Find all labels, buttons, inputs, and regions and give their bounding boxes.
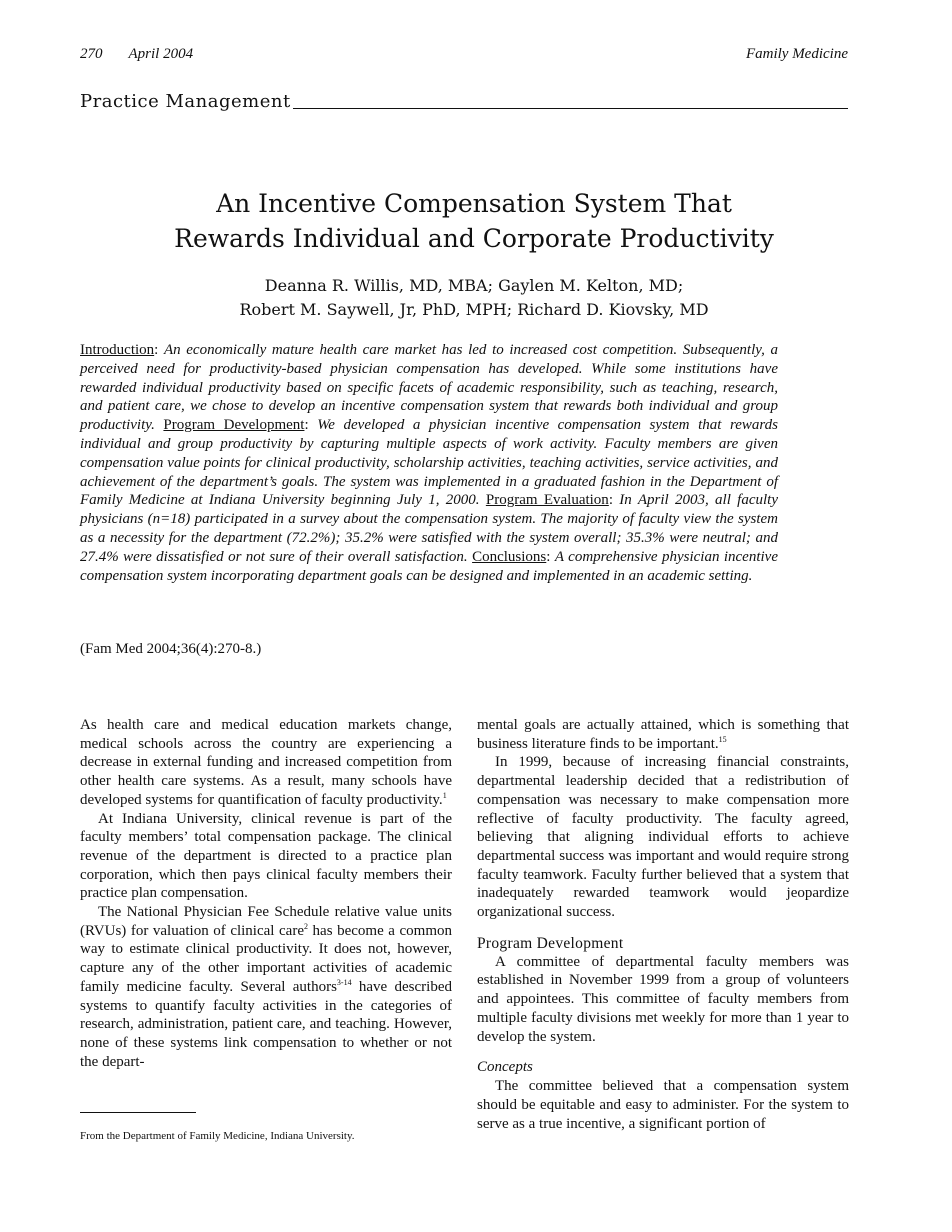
- paragraph: mental goals are actually attained, which is something that business literature finds to be important.$^{15}$: [477, 717, 849, 752]
- paragraph: At Indiana University, clinical revenue is part of the faculty members’ total compensation package. The clinical revenue of the department is directed to a practice plan corporation, which then pays clinical faculty members their practice plan compensation.: [80, 810, 452, 902]
- title-line-1: An Incentive Compensation System That: [216, 189, 732, 218]
- reference-superscript: 2: [303, 921, 308, 931]
- abstract-conclusions-text: A comprehensive physician incentive compensation system incorporating department goals can be designed and implemented in an academic setting.: [80, 548, 778, 584]
- reference-superscript: 15: [718, 734, 727, 744]
- author-list: [80, 274, 868, 322]
- abstract-program-development-text: We developed a physician incentive compensation system that rewards individual and group productivity by capturing multiple aspects of work activity. Faculty members are given compensation value points for clinical productivity, scholarship activities, teaching activities, service activities, and achievement of the department’s goals. The system was implemented in a graduated fashion in the Department of Family Medicine at Indiana University beginning July 1, 2000.: [80, 417, 779, 509]
- abstract-program-evaluation-label: Program Evaluation: [485, 492, 609, 509]
- abstract-conclusions-label: Conclusions: [472, 548, 547, 565]
- abstract-program-development-label: Program Development: [163, 417, 305, 434]
- page-number: 270: [80, 46, 103, 62]
- authors-line-2: Robert M. Saywell, Jr, PhD, MPH; Richard D. Kiovsky, MD: [239, 300, 709, 319]
- abstract-introduction-label: Introduction: [80, 342, 155, 358]
- running-header-left: [80, 46, 193, 63]
- citation: (Fam Med 2004;36(4):270-8.): [80, 641, 262, 657]
- section-label: Practice Management: [80, 91, 291, 112]
- paragraph: A committee of departmental faculty members was established in November 1999 from a group of volunteers and appointees. This committee of faculty members from multiple faculty divisions met weekly for more than 1 year to develop the system.: [477, 953, 849, 1045]
- footnote: From the Department of Family Medicine, Indiana University.: [80, 1130, 355, 1142]
- paragraph: In 1999, because of increasing financial constraints, departmental leadership decided that a redistribution of compensation was necessary to make compensation more reflective of faculty productivity. The faculty agreed, believing that aligning individual efforts to achieve departmental success was important and would require strong faculty teamwork. Faculty further believed that a system that inadequately rewarded teamwork would jeopardize organizational success.: [477, 754, 849, 921]
- footnote-rule: [80, 1112, 196, 1113]
- reference-superscript: 3-14: [336, 977, 352, 987]
- paragraph: The National Physician Fee Schedule relative value units (RVUs) for valuation of clinical care$^2$ has become a common way to estimate clinical productivity. It does not, however, capture any of the other important activities of academic family medicine faculty. Several authors$^{3-14}$ have described systems to quantify faculty activities in the categories of research, administration, patient care, and teaching. However, none of these systems link compensation to whether or not the depart-: [80, 904, 452, 1070]
- journal-name: Family Medicine: [745, 46, 848, 62]
- heading-program-development: Program Development: [477, 934, 624, 952]
- issue-date: April 2004: [128, 46, 194, 62]
- reference-superscript: 1: [442, 790, 447, 800]
- article-title: [80, 186, 868, 256]
- paragraph: The committee believed that a compensation system should be equitable and easy to administer. For the system to serve as a true incentive, a significant portion of: [477, 1078, 849, 1132]
- abstract-program-evaluation-text: In April 2003, all faculty physicians (n=18) participated in a survey about the compensation system. The majority of faculty view the system as a necessity for the department (72.2%); 35.2% were satisfied with the system overall; 35.3% were neutral; and 27.4% were dissatisfied or not sure of their overall satisfaction.: [80, 492, 778, 565]
- body-column-left: [80, 716, 452, 1071]
- authors-line-1: Deanna R. Willis, MD, MBA; Gaylen M. Kelton, MD;: [264, 276, 684, 295]
- body-column-right: [477, 716, 849, 1133]
- title-line-2: Rewards Individual and Corporate Productivity: [174, 224, 774, 253]
- subheading-concepts: Concepts: [477, 1059, 533, 1076]
- paragraph: As health care and medical education markets change, medical schools across the country are experiencing a decrease in external funding and increased competition from other health care systems. As a result, many schools have developed systems for quantification of faculty productivity.$^1$: [80, 717, 452, 808]
- abstract: Introduction: An economically mature health care market has led to increased cost competition. Subsequently, a perceived need for productivity-based physician compensation has developed. While some institutions have rewarded individual productivity based on specific facets of academic responsibility, such as teaching, research, and patient care, we chose to develop an incentive compensation system that rewards both individual and group productivity. Program Development: We developed a physician incentive compensation system that rewards individual and group productivity by capturing multiple aspects of work activity. Faculty members are given compensation value points for clinical productivity, scholarship activities, teaching activities, service activities, and achievement of the department’s goals. The system was implemented in a graduated fashion in the Department of Family Medicine at Indiana University beginning July 1, 2000. Program Evaluation: In April 2003, all faculty physicians (n=18) participated in a survey about the compensation system. The majority of faculty view the system as a necessity for the department (72.2%); 35.2% were satisfied with the system overall; 35.3% were neutral; and 27.4% were dissatisfied or not sure of their overall satisfaction. Conclusions: A comprehensive physician incentive compensation system incorporating department goals can be designed and implemented in an academic setting.: [80, 342, 779, 584]
- abstract-introduction-text: An economically mature health care market has led to increased cost competition. Subsequently, a perceived need for productivity-based physician compensation has developed. While some institutions have rewarded individual productivity based on specific facets of academic responsibility, such as teaching, research, and patient care, we chose to develop an incentive compensation system that rewards both individual and group productivity.: [80, 342, 778, 434]
- section-header: [80, 90, 848, 118]
